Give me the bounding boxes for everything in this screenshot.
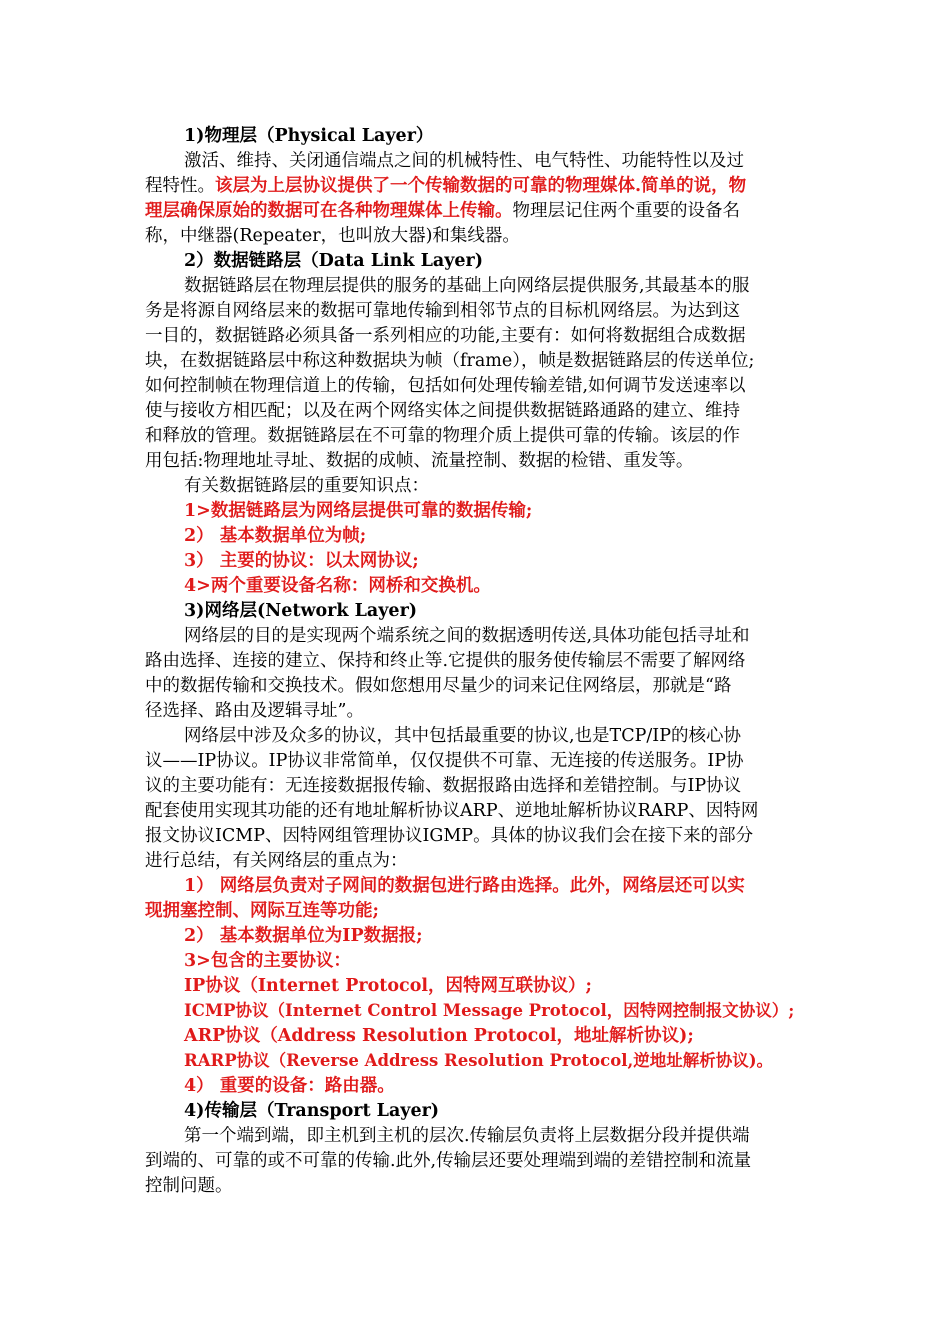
key-point: 2） 基本数据单位为帧; xyxy=(184,526,367,546)
key-point: 4>两个重要设备名称：网桥和交换机。 xyxy=(184,576,491,596)
body-line: 激活、维持、关闭通信端点之间的机械特性、电气特性、功能特性以及过 xyxy=(184,151,744,171)
protocol-item: ARP协议（Address Resolution Protocol，地址解析协议); xyxy=(184,1026,694,1046)
key-point: 1>数据链路层为网络层提供可靠的数据传输; xyxy=(184,501,533,521)
body-line: 到端的、可靠的或不可靠的传输.此外,传输层还要处理端到端的差错控制和流量 xyxy=(145,1151,752,1171)
body-line: 进行总结，有关网络层的重点为： xyxy=(145,851,408,871)
highlight-text: 该层为上层协议提供了一个传输数据的可靠的物理媒体.简单的说，物 xyxy=(215,176,747,196)
body-line: 中的数据传输和交换技术。假如您想用尽量少的词来记住网络层，那就是“路 xyxy=(145,676,732,696)
body-line xyxy=(145,174,746,198)
body-line: 如何控制帧在物理信道上的传输，包括如何处理传输差错,如何调节发送速率以 xyxy=(145,376,746,396)
body-line: 网络层中涉及众多的协议，其中包括最重要的协议,也是TCP/IP的核心协 xyxy=(184,726,741,746)
body-line: 一目的，数据链路必须具备一系列相应的功能,主要有：如何将数据组合成数据 xyxy=(145,326,746,346)
highlight-text: 理层确保原始的数据可在各种物理媒体上传输。 xyxy=(145,201,513,221)
key-point: 3） 主要的协议：以太网协议; xyxy=(184,551,419,571)
body-line: 配套使用实现其功能的还有地址解析协议ARP、逆地址解析协议RARP、因特网 xyxy=(145,801,759,821)
key-point: 2） 基本数据单位为IP数据报; xyxy=(184,926,423,946)
key-point: 4） 重要的设备：路由器。 xyxy=(184,1076,395,1096)
body-line: 路由选择、连接的建立、保持和终止等.它提供的服务使传输层不需要了解网络 xyxy=(145,651,746,671)
key-point: 现拥塞控制、网际互连等功能; xyxy=(145,901,379,921)
key-point: 1） 网络层负责对子网间的数据包进行路由选择。此外，网络层还可以实 xyxy=(184,876,745,896)
body-line: 议的主要功能有：无连接数据报传输、数据报路由选择和差错控制。与IP协议 xyxy=(145,776,742,796)
heading-physical-layer: 1)物理层（Physical Layer） xyxy=(184,126,434,146)
body-line: 议——IP协议。IP协议非常简单，仅仅提供不可靠、无连接的传送服务。IP协 xyxy=(145,751,744,771)
heading-network-layer: 3)网络层(Network Layer) xyxy=(184,601,418,621)
protocol-item: IP协议（Internet Protocol，因特网互联协议）; xyxy=(184,976,592,996)
body-line: 和释放的管理。数据链路层在不可靠的物理介质上提供可靠的传输。该层的作 xyxy=(145,426,740,446)
body-line: 使与接收方相匹配；以及在两个网络实体之间提供数据链路通路的建立、维持 xyxy=(145,401,740,421)
heading-data-link-layer: 2）数据链路层（Data Link Layer) xyxy=(184,251,484,271)
body-line: 报文协议ICMP、因特网组管理协议IGMP。具体的协议我们会在接下来的部分 xyxy=(145,826,754,846)
body-line: 块，在数据链路层中称这种数据块为帧（frame），帧是数据链路层的传送单位; xyxy=(145,351,755,371)
body-line: 径选择、路由及逻辑寻址”。 xyxy=(145,701,364,721)
body-line: 称，中继器(Repeater，也叫放大器)和集线器。 xyxy=(145,226,520,246)
body-text: 物理层记住两个重要的设备名 xyxy=(512,201,740,221)
key-point: 3>包含的主要协议： xyxy=(184,951,351,971)
heading-transport-layer: 4)传输层（Transport Layer) xyxy=(184,1101,440,1121)
body-text: 程特性。 xyxy=(145,176,215,196)
body-line: 用包括:物理地址寻址、数据的成帧、流量控制、数据的检错、重发等。 xyxy=(145,451,694,471)
body-line: 第一个端到端，即主机到主机的层次.传输层负责将上层数据分段并提供端 xyxy=(184,1126,750,1146)
body-line: 务是将源自网络层来的数据可靠地传输到相邻节点的目标机网络层。为达到这 xyxy=(145,301,740,321)
body-line: 有关数据链路层的重要知识点： xyxy=(184,476,429,496)
body-line: 数据链路层在物理层提供的服务的基础上向网络层提供服务,其最基本的服 xyxy=(184,276,750,296)
protocol-item: RARP协议（Reverse Address Resolution Protocol,逆地址解析协议)。 xyxy=(184,1051,774,1070)
body-line: 控制问题。 xyxy=(145,1176,233,1196)
body-line: 网络层的目的是实现两个端系统之间的数据透明传送,具体功能包括寻址和 xyxy=(184,626,750,646)
protocol-item: ICMP协议（Internet Control Message Protocol，因特网控制报文协议）; xyxy=(184,1001,795,1020)
body-line xyxy=(145,199,740,223)
